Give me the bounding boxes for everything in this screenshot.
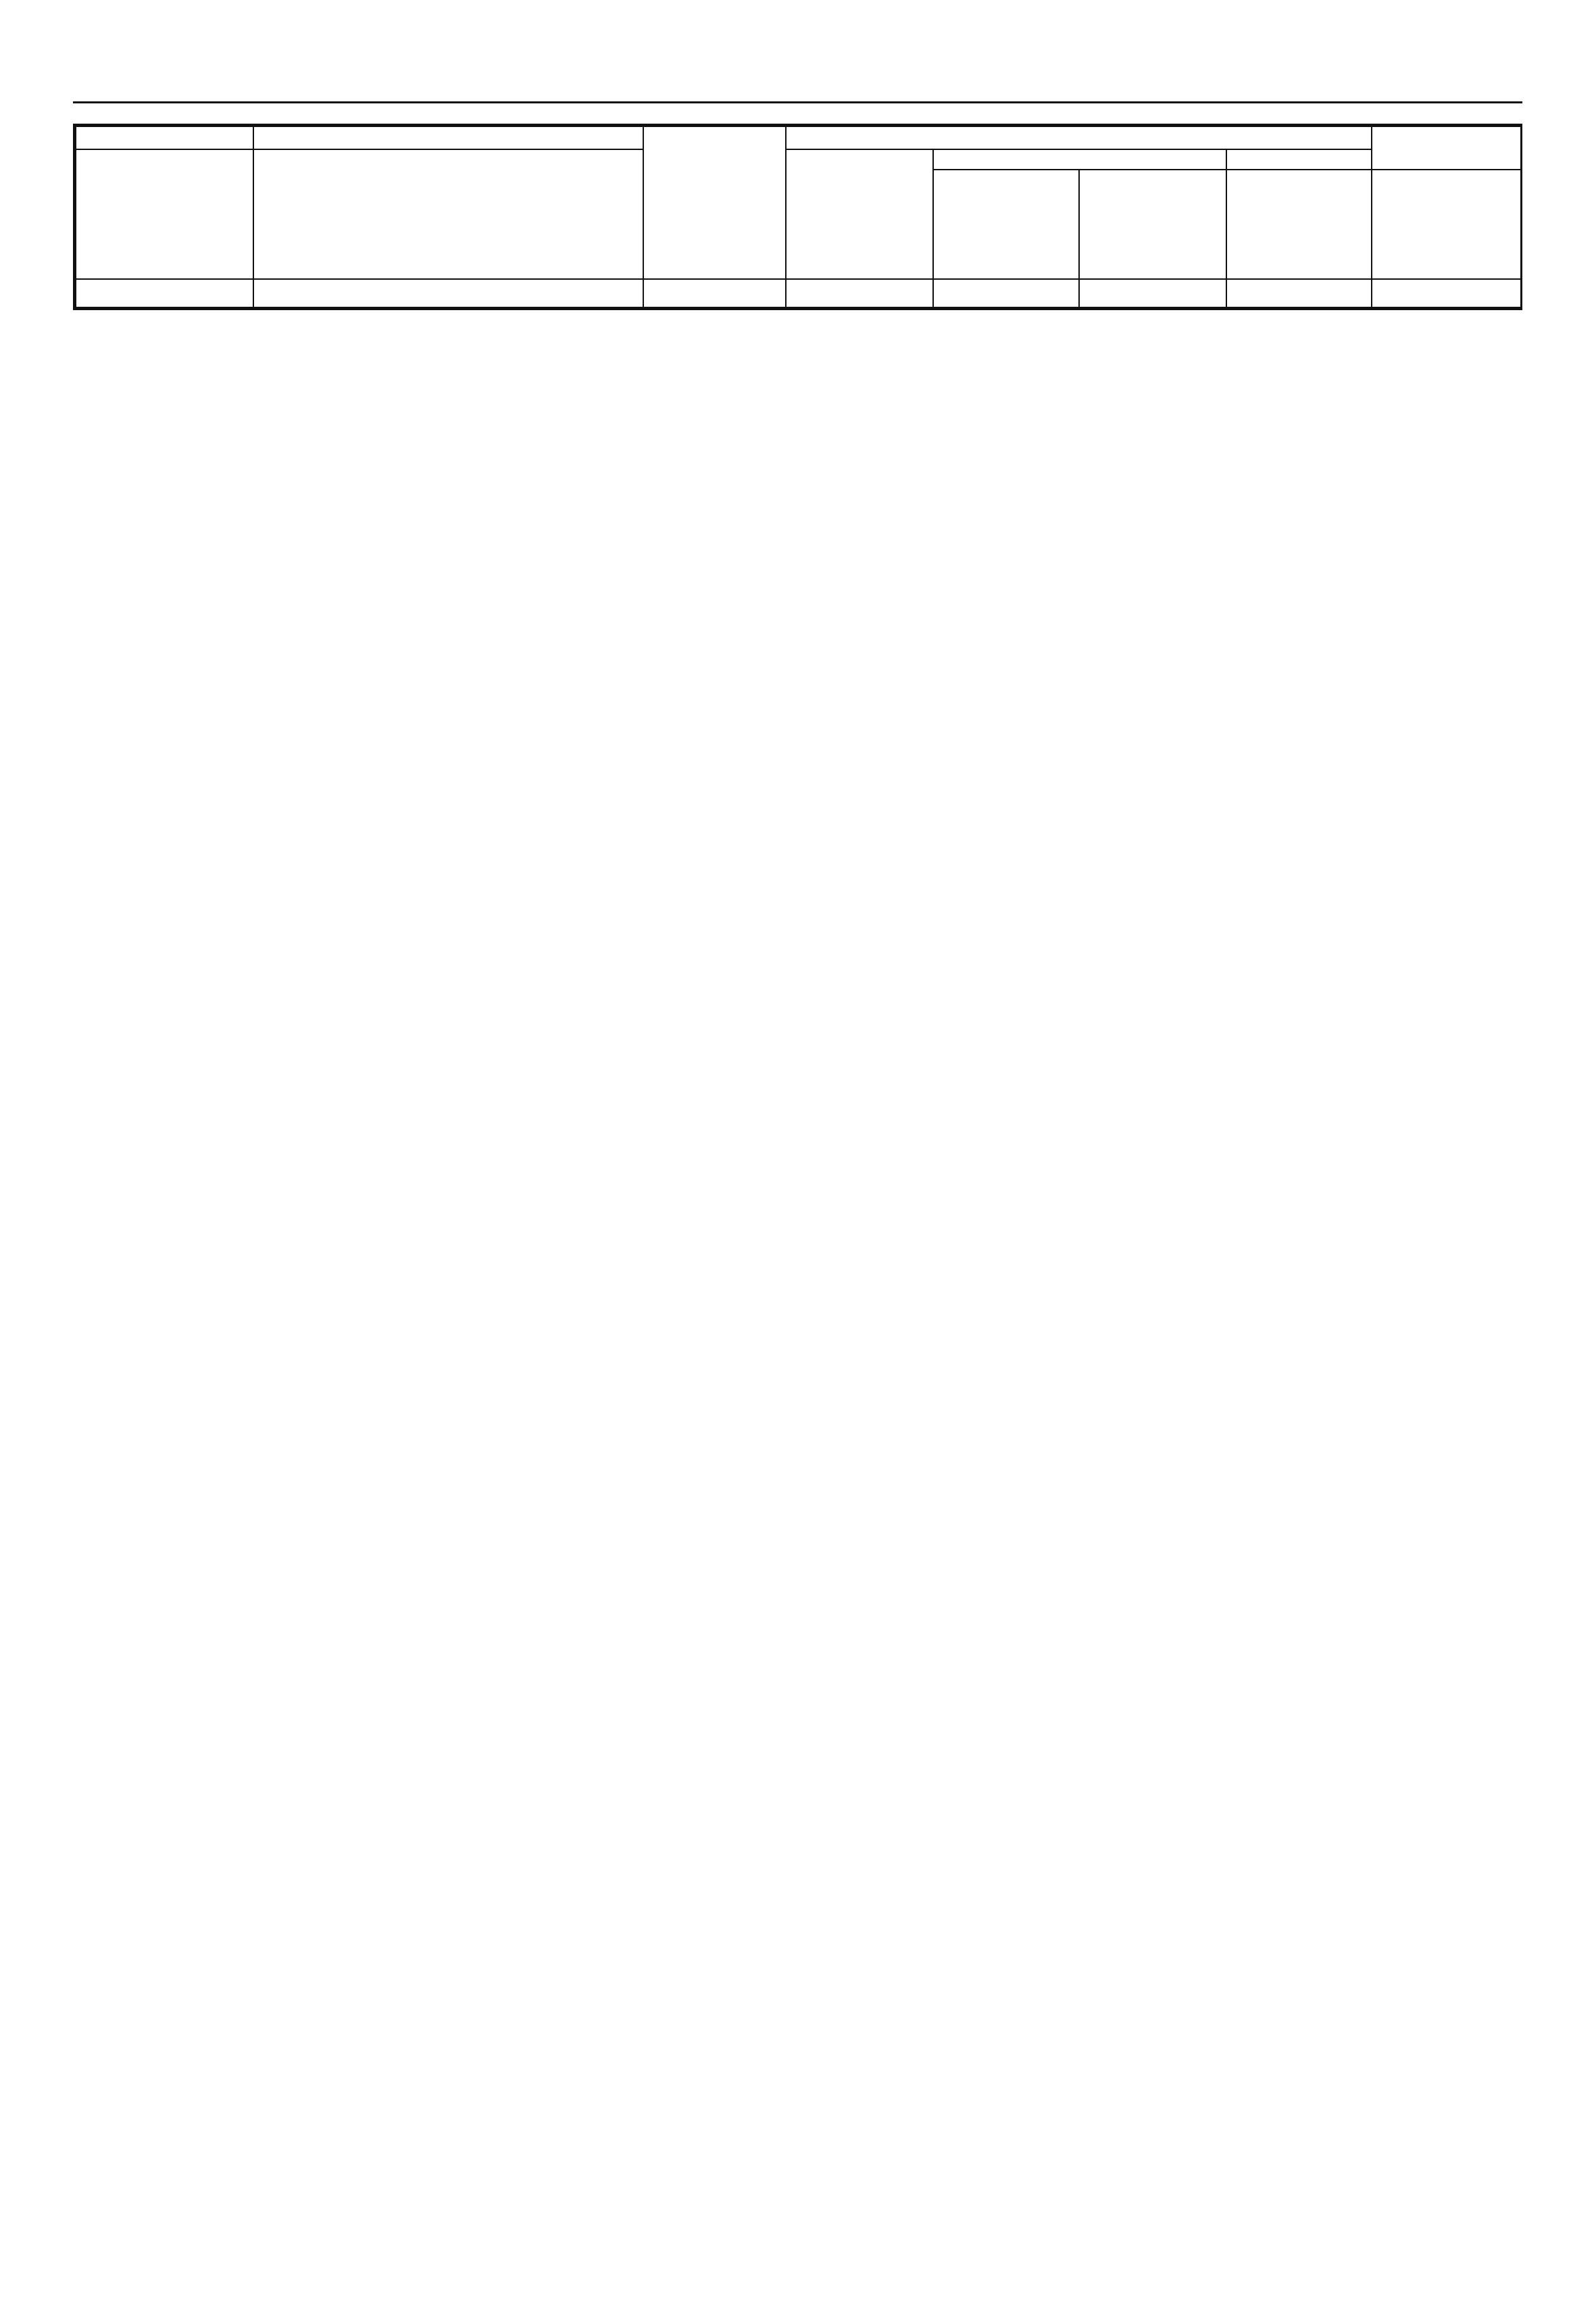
materials-header: [1226, 149, 1372, 170]
column-header-table: [75, 126, 1522, 308]
col6-header: [1079, 170, 1226, 279]
column-number: [1372, 279, 1521, 307]
column-number: [1226, 279, 1372, 307]
col8-bottom-header: [1372, 170, 1521, 279]
header-rule: [73, 101, 1522, 103]
col2-top-header: [253, 126, 643, 149]
col7-header: [1226, 170, 1372, 279]
col4-header: [786, 149, 933, 279]
col3-header: [643, 126, 786, 279]
col1-top-header: [76, 126, 253, 149]
column-number-row: [76, 279, 1521, 307]
machines-header: [933, 149, 1226, 170]
column-number: [643, 279, 786, 307]
column-number: [786, 279, 933, 307]
column-number: [933, 279, 1079, 307]
col1-bottom-header: [76, 149, 253, 279]
col2-bottom-header: [253, 149, 643, 279]
column-number: [253, 279, 643, 307]
estimate-table-frame: [73, 124, 1522, 310]
column-number: [1079, 279, 1226, 307]
col5-header: [933, 170, 1079, 279]
incl-header: [786, 126, 1372, 149]
col8-top-header: [1372, 126, 1521, 170]
column-number: [76, 279, 253, 307]
